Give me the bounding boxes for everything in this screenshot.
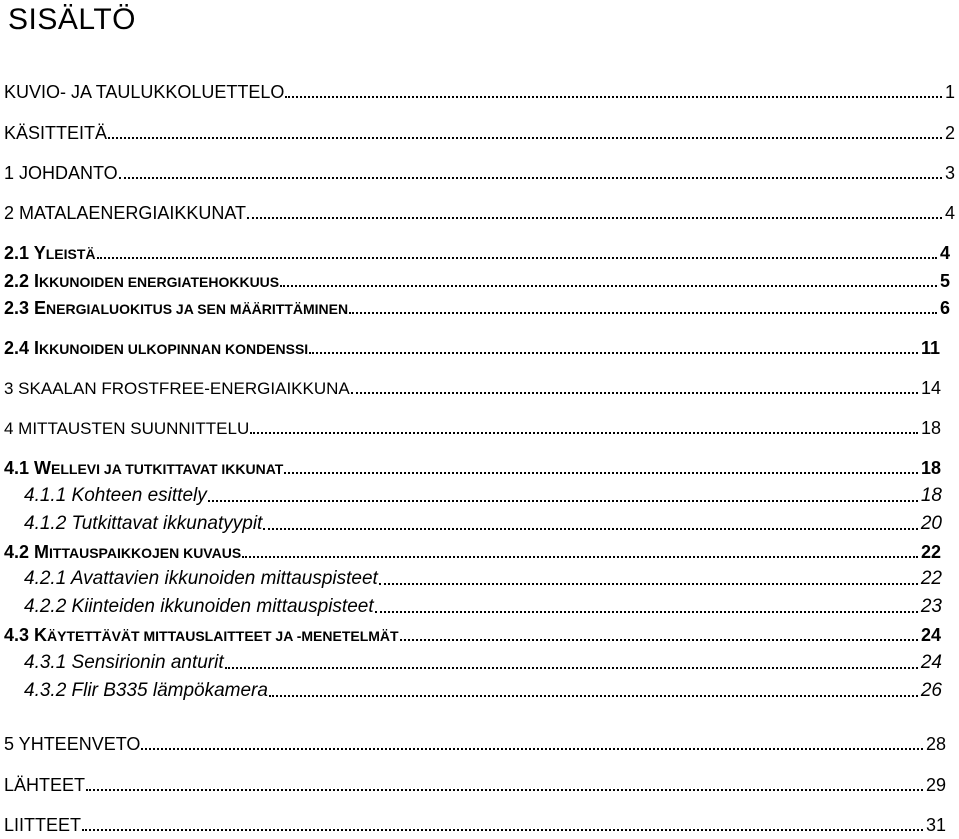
toc-entry-page-number: 24 [920, 652, 942, 673]
toc-entry-label: 4.3.2 Flir B335 lämpökamera [24, 680, 268, 701]
dot-leader [119, 177, 942, 179]
toc-entry-page-number: 1 [944, 82, 955, 102]
toc-entry-page-number: 23 [920, 596, 942, 617]
toc-entry-2-1-yleista[interactable] [0, 238, 959, 262]
toc-entry-label: 3 SKAALAN FROSTFREE-ENERGIAIKKUNA [4, 379, 350, 398]
toc-entry-page-number: 29 [925, 775, 946, 795]
toc-entry-page-number: 31 [925, 815, 946, 835]
toc-entry-1-johdanto[interactable] [0, 158, 959, 182]
toc-entry-label: LIITTEET [4, 815, 82, 835]
toc-entry-2-4-ikkunoiden-ulkopinnan-kondenssi[interactable] [0, 333, 959, 357]
toc-entry-page-number: 24 [920, 625, 941, 645]
toc-entry-label: 4.1.2 Tutkittavat ikkunatyypit [24, 513, 263, 534]
dot-leader [379, 583, 918, 585]
toc-entry-2-3-energialuokitus-ja-sen-maarittaminen[interactable] [0, 293, 959, 317]
toc-entry-kuvio-ja-taulukkoluettelo[interactable] [0, 77, 959, 101]
toc-entry-page-number: 3 [944, 163, 955, 183]
dot-leader [82, 829, 923, 831]
toc-entry-liitteet[interactable] [0, 810, 959, 834]
toc-entry-label: 4.3.1 Sensirionin anturit [24, 652, 224, 673]
toc-entry-4-2-1-avattavien-ikkunoiden-mittauspisteet[interactable] [0, 564, 959, 588]
dot-leader [309, 352, 918, 354]
toc-entry-label: 4.2 MITTAUSPAIKKOJEN KUVAUS [4, 542, 242, 562]
toc-entry-label: 4.2.2 Kiinteiden ikkunoiden mittauspisteet [24, 596, 374, 617]
toc-entry-kasitteita[interactable] [0, 118, 959, 142]
toc-entry-label: 4.1.1 Kohteen esittely [24, 485, 207, 506]
toc-entry-4-3-2-flir-b335-lampokamera[interactable] [0, 676, 959, 700]
toc-entry-label: LÄHTEET [4, 775, 86, 795]
dot-leader [97, 257, 937, 259]
toc-entry-label: 2.3 ENERGIALUOKITUS JA SEN MÄÄRITTÄMINEN [4, 298, 349, 318]
toc-entry-5-yhteenveto[interactable] [0, 729, 959, 753]
dot-leader [351, 392, 918, 394]
toc-entry-page-number: 20 [920, 513, 942, 534]
toc-entry-4-2-mittauspaikkojen-kuvaus[interactable] [0, 537, 959, 561]
dot-leader [86, 789, 923, 791]
toc-entry-page-number: 11 [920, 338, 940, 358]
toc-entry-page-number: 26 [920, 680, 942, 701]
toc-entry-label: 2.4 IKKUNOIDEN ULKOPINNAN KONDENSSI [4, 338, 309, 358]
dot-leader [247, 217, 942, 219]
toc-entry-label: 4 MITTAUSTEN SUUNNITTELU [4, 419, 250, 438]
toc-entry-page-number: 18 [920, 458, 941, 478]
toc-entry-label: 5 YHTEENVETO [4, 734, 141, 754]
dot-leader [141, 748, 923, 750]
toc-entry-page-number: 2 [944, 123, 955, 143]
dot-leader [208, 500, 918, 502]
toc-entry-label: 4.3 KÄYTETTÄVÄT MITTAUSLAITTEET JA -MENETELMÄT [4, 625, 399, 645]
dot-leader [285, 96, 942, 98]
toc-entry-label: 2.1 YLEISTÄ [4, 243, 96, 263]
toc-entry-page-number: 4 [944, 203, 955, 223]
dot-leader [108, 137, 942, 139]
toc-entry-label: 2.2 IKKUNOIDEN ENERGIATEHOKKUUS [4, 271, 280, 291]
toc-entry-page-number: 5 [939, 271, 950, 291]
toc-entry-4-3-1-sensirionin-anturit[interactable] [0, 648, 959, 672]
toc-entry-page-number: 22 [920, 542, 941, 562]
toc-entry-page-number: 22 [920, 568, 942, 589]
toc-entry-label: 4.2.1 Avattavien ikkunoiden mittauspisteet [24, 568, 378, 589]
dot-leader [284, 472, 918, 474]
toc-entry-page-number: 6 [939, 298, 950, 318]
toc-entry-page-number: 14 [920, 378, 941, 398]
toc-entry-2-matalaenergiaikkunat[interactable] [0, 198, 959, 222]
toc-entry-4-1-1-kohteen-esittely[interactable] [0, 481, 959, 505]
toc-entry-2-2-ikkunoiden-energiatehokkuus[interactable] [0, 266, 959, 290]
toc-entry-4-3-kaytettavat-mittauslaitteet-ja-menetelmat[interactable] [0, 620, 959, 644]
dot-leader [242, 556, 918, 558]
toc-entry-4-2-2-kiinteiden-ikkunoiden-mittauspisteet[interactable] [0, 592, 959, 616]
toc-entry-label: KÄSITTEITÄ [4, 123, 108, 143]
toc-entry-page-number: 4 [939, 243, 950, 263]
toc-entry-label: 1 JOHDANTO [4, 163, 118, 183]
toc-entry-page-number: 18 [920, 485, 942, 506]
dot-leader [349, 312, 937, 314]
dot-leader [400, 639, 918, 641]
toc-entry-4-1-2-tutkittavat-ikkunatyypit[interactable] [0, 509, 959, 533]
dot-leader [269, 695, 918, 697]
toc-entry-label: 2 MATALAENERGIAIKKUNAT [4, 203, 247, 223]
toc-entry-page-number: 18 [920, 418, 941, 438]
dot-leader [225, 667, 918, 669]
toc-entry-label: KUVIO- JA TAULUKKOLUETTELO [4, 82, 285, 102]
toc-entry-page-number: 28 [925, 734, 946, 754]
toc-entry-lahteet[interactable] [0, 770, 959, 794]
dot-leader [280, 285, 937, 287]
page-title: SISÄLTÖ [8, 3, 136, 36]
toc-entry-4-mittausten-suunnittelu[interactable] [0, 413, 959, 437]
toc-entry-label: 4.1 WELLEVI JA TUTKITTAVAT IKKUNAT [4, 458, 284, 478]
toc-entry-3-skaalan-frostfree-energiaikkuna[interactable] [0, 373, 959, 397]
dot-leader [250, 432, 918, 434]
dot-leader [375, 611, 918, 613]
dot-leader [263, 528, 918, 530]
toc-entry-4-1-wellevi-ja-tutkittavat-ikkunat[interactable] [0, 453, 959, 477]
